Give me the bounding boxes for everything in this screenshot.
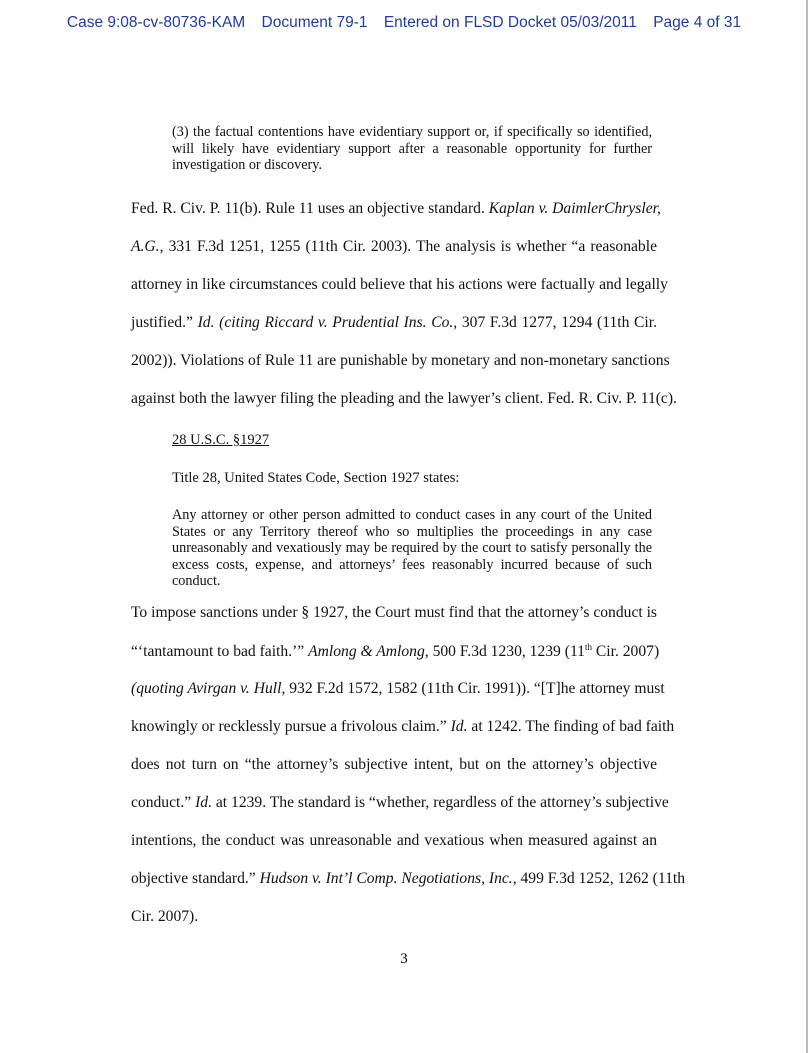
docket-header (0, 14, 808, 32)
para2-line: To impose sanctions under § 1927, the Court must find that the attorney’s conduct is (131, 604, 657, 621)
para1-line: A.G., 331 F.3d 1251, 1255 (11th Cir. 2003). The analysis is whether “a reasonable (131, 238, 657, 255)
document-number: Document 79-1 (261, 14, 368, 31)
rule-quote: (3) the factual contentions have evidentiary support or, if specifically so identified, will likely have evidentiary support after a reasonable opportunity for further investigation or discovery. (172, 124, 652, 173)
statute-quote: Any attorney or other person admitted to conduct cases in any court of the United States or any Territory thereof who so multiplies the proceedings in any case unreasonably and vexatiously may be required by the court to satisfy personally the excess costs, expense, and attorneys’ fees reasonably incurred because of such conduct. (172, 507, 652, 589)
page-number: 3 (400, 951, 408, 967)
para2-line: conduct.” Id. at 1239. The standard is “whether, regardless of the attorney’s subjective (131, 794, 669, 811)
para2-line: “‘tantamount to bad faith.’” Amlong & Amlong, 500 F.3d 1230, 1239 (11th Cir. 2007) (131, 642, 660, 661)
para1-line: against both the lawyer filing the pleading and the lawyer’s client. Fed. R. Civ. P. 11(c). (131, 390, 677, 407)
para1-line: 2002)). Violations of Rule 11 are punishable by monetary and non-monetary sanctions (131, 352, 670, 369)
case-number: Case 9:08-cv-80736-KAM (66, 14, 246, 31)
para2-line: Cir. 2007). (131, 908, 199, 925)
section-heading: 28 U.S.C. §1927 (172, 432, 270, 448)
para2-line: intentions, the conduct was unreasonable and vexatious when measured against an (131, 832, 657, 849)
page-count: Page 4 of 31 (653, 14, 742, 31)
para2-line: (quoting Avirgan v. Hull, 932 F.2d 1572, 1582 (11th Cir. 1991)). “[T]he attorney must (131, 680, 665, 697)
section-intro: Title 28, United States Code, Section 1927 states: (172, 470, 460, 486)
para2-line: knowingly or recklessly pursue a frivolous claim.” Id. at 1242. The finding of bad faith (131, 718, 675, 735)
para1-line: Fed. R. Civ. P. 11(b). Rule 11 uses an objective standard. Kaplan v. DaimlerChrysler, (131, 200, 661, 217)
para2-line: objective standard.” Hudson v. Int’l Comp. Negotiations, Inc., 499 F.3d 1252, 1262 (11th (131, 870, 686, 887)
para2-line: does not turn on “the attorney’s subjective intent, but on the attorney’s objective (131, 756, 657, 773)
para1-line: attorney in like circumstances could believe that his actions were factually and legally (131, 276, 668, 293)
para1-line: justified.” Id. (citing Riccard v. Prudential Ins. Co., 307 F.3d 1277, 1294 (11th Cir. (131, 314, 657, 331)
docket-entry: Entered on FLSD Docket 05/03/2011 (383, 14, 637, 31)
